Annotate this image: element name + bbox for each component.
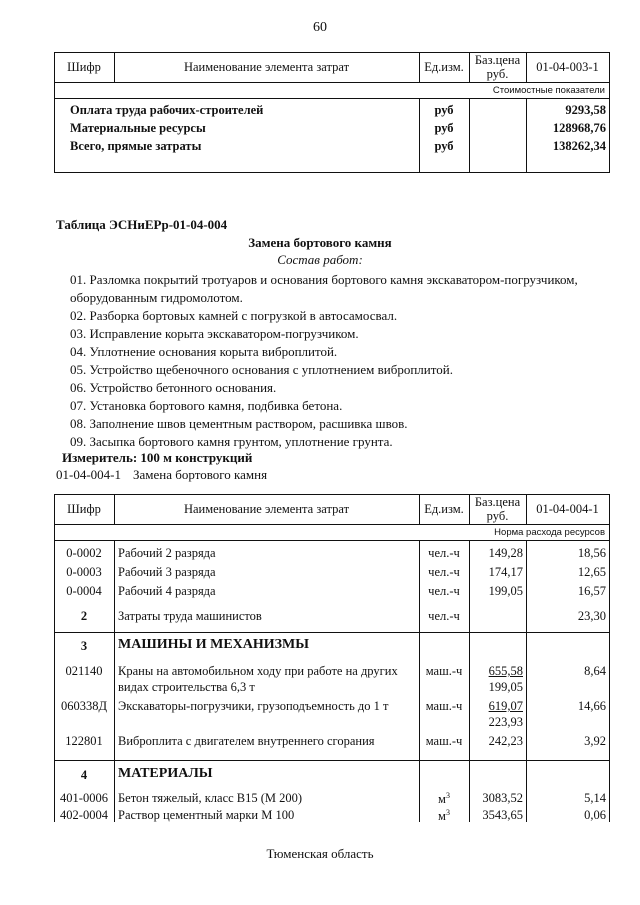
row-value: 128968,76 — [552, 121, 606, 135]
row-name: Материальные ресурсы — [70, 121, 206, 135]
row-unit: $м^3$ — [438, 791, 450, 807]
header-name: Наименование элемента затрат — [183, 60, 350, 74]
meter: Измеритель: 100 м конструкций — [62, 450, 253, 465]
list-item: 09. Засыпка бортового камня грунтом, уплотнение грунта. — [70, 434, 393, 449]
row-value: 18,56 — [577, 546, 606, 560]
row-price-2: 199,05 — [488, 680, 523, 694]
section-header: МАШИНЫ И МЕХАНИЗМЫ — [118, 637, 310, 652]
row-code: 060338Д — [60, 699, 108, 713]
row-code: 0-0002 — [66, 546, 102, 560]
row-unit: чел.-ч — [428, 546, 460, 560]
list-item: 07. Установка бортового камня, подбивка бетона. — [70, 398, 343, 413]
row-unit: руб — [434, 139, 454, 153]
row-value: 8,64 — [584, 664, 606, 678]
row-price: 242,23 — [488, 734, 523, 748]
row-value: 5,14 — [584, 791, 606, 805]
list-item: 01. Разломка покрытий тротуаров и основания бортового камня экскаватором-погрузчиком, — [70, 272, 578, 287]
row-value: 12,65 — [577, 565, 606, 579]
row-name: Краны на автомобильном ходу при работе на других — [118, 664, 398, 678]
list-item: 05. Устройство щебеночного основания с уплотнением виброплитой. — [70, 362, 453, 377]
row-unit: $м^3$ — [438, 808, 450, 824]
row-code: 401-0006 — [60, 791, 108, 805]
row-price: 3083,52 — [482, 791, 523, 805]
section-code: 4 — [80, 768, 88, 782]
section-title: Замена бортового камня — [248, 235, 392, 250]
row-price: 149,28 — [488, 546, 523, 560]
row-name: Раствор цементный марки М 100 — [118, 808, 295, 822]
row-name: Затраты труда машинистов — [118, 609, 262, 623]
row-unit: руб — [434, 121, 454, 135]
row-unit: чел.-ч — [428, 565, 460, 579]
row-value: 0,06 — [584, 808, 606, 822]
row-name: Оплата труда рабочих-строителей — [70, 103, 264, 117]
table-title: Таблица ЭСНиЕРр-01-04-004 — [56, 217, 228, 232]
row-code: 122801 — [65, 734, 103, 748]
row-name: Рабочий 4 разряда — [118, 584, 216, 598]
list-item: 03. Исправление корыта экскаватором-погрузчиком. — [70, 326, 359, 341]
header-name: Наименование элемента затрат — [183, 502, 350, 516]
header-code: Шифр — [67, 60, 101, 74]
row-value: 16,57 — [577, 584, 606, 598]
row-value: 23,30 — [577, 609, 606, 623]
row-unit: маш.-ч — [425, 664, 463, 678]
row-price: 174,17 — [488, 565, 523, 579]
item-code: 01-04-004-1 — [56, 467, 121, 482]
subheader-cost: Стоимостные показатели — [492, 85, 605, 96]
header-base-price-2: руб. — [486, 509, 509, 523]
row-name-2: видах строительства 6,3 т — [118, 680, 255, 694]
list-item: оборудованным гидромолотом. — [70, 290, 243, 305]
row-unit: маш.-ч — [425, 734, 463, 748]
row-value: 9293,58 — [565, 103, 606, 117]
row-code: 021140 — [65, 664, 103, 678]
row-code: 0-0003 — [66, 565, 102, 579]
work-list — [70, 271, 610, 451]
header-code-col: 01-04-004-1 — [536, 502, 599, 516]
list-item: 06. Устройство бетонного основания. — [70, 380, 277, 395]
section-header: МАТЕРИАЛЫ — [118, 766, 213, 781]
row-code: 402-0004 — [60, 808, 108, 822]
row-name: Рабочий 2 разряда — [118, 546, 216, 560]
header-base-price-1: Баз.цена — [474, 53, 521, 67]
row-code: 2 — [80, 609, 88, 623]
row-name: Виброплита с двигателем внутреннего сгорания — [118, 734, 375, 748]
list-item: 02. Разборка бортовых камней с погрузкой в автосамосвал. — [70, 308, 398, 323]
row-value: 3,92 — [584, 734, 606, 748]
header-code-col: 01-04-003-1 — [536, 60, 599, 74]
header-unit: Ед.изм. — [424, 60, 464, 74]
row-value: 14,66 — [577, 699, 606, 713]
row-price: 655,58 — [488, 664, 523, 678]
list-item: 04. Уплотнение основания корыта виброплитой. — [70, 344, 338, 359]
header-base-price-1: Баз.цена — [474, 495, 521, 509]
row-name: Бетон тяжелый, класс В15 (М 200) — [118, 791, 303, 805]
row-price: 3543,65 — [482, 808, 523, 822]
row-name: Всего, прямые затраты — [70, 139, 202, 153]
header-unit: Ед.изм. — [424, 502, 464, 516]
subheader-norm: Норма расхода ресурсов — [494, 527, 605, 538]
row-unit: чел.-ч — [428, 584, 460, 598]
row-value: 138262,34 — [552, 139, 606, 153]
page-number: 60 — [313, 20, 327, 35]
row-name: Экскаваторы-погрузчики, грузоподъемность до 1 т — [118, 699, 389, 713]
item-name: Замена бортового камня — [133, 467, 268, 482]
row-price: 199,05 — [488, 584, 523, 598]
footer-region: Тюменская область — [266, 846, 374, 861]
list-item: 08. Заполнение швов цементным раствором, расшивка швов. — [70, 416, 408, 431]
header-base-price-2: руб. — [486, 67, 509, 81]
row-code: 0-0004 — [66, 584, 102, 598]
row-unit: руб — [434, 103, 454, 117]
section-code: 3 — [80, 639, 88, 653]
row-price-2: 223,93 — [488, 715, 523, 729]
composition-label: Состав работ: — [277, 252, 363, 267]
row-unit: маш.-ч — [425, 699, 463, 713]
header-code: Шифр — [67, 502, 101, 516]
row-name: Рабочий 3 разряда — [118, 565, 216, 579]
row-unit: чел.-ч — [428, 609, 460, 623]
row-price: 619,07 — [488, 699, 523, 713]
